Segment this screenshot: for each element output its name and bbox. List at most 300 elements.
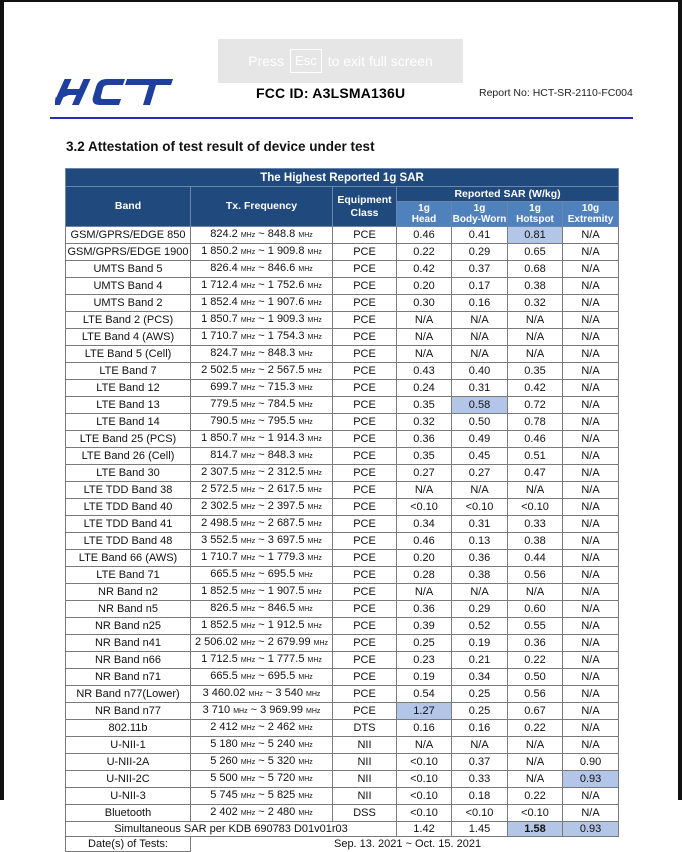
sar-1g-body-worn-cell: <0.10 — [452, 805, 508, 822]
equipment-class-cell: PCE — [333, 346, 397, 363]
sar-1g-head-cell: 0.34 — [397, 516, 452, 533]
sar-1g-hotspot-cell: 0.42 — [508, 380, 563, 397]
table-row — [66, 295, 619, 312]
table-row — [66, 601, 619, 618]
equipment-class-cell: NII — [333, 788, 397, 805]
sar-1g-head-cell: 0.36 — [397, 431, 452, 448]
frequency-low: 826.4 — [210, 262, 238, 274]
equipment-class-cell: PCE — [333, 414, 397, 431]
unit-mhz: MHz — [307, 436, 322, 443]
range-separator: ~ — [255, 806, 268, 818]
frequency-low: 699.7 — [210, 381, 238, 393]
sar-1g-body-worn-cell: 0.29 — [452, 244, 508, 261]
sar-10g-extremity-cell: N/A — [563, 482, 619, 499]
unit-mhz: MHz — [298, 776, 313, 783]
equipment-class-cell: PCE — [333, 312, 397, 329]
range-separator: ~ — [255, 517, 268, 529]
sar-table-body — [66, 227, 619, 822]
frequency-low: 1 712.5 — [201, 653, 238, 665]
frequency-high: 2 617.5 — [267, 483, 305, 495]
unit-mhz: MHz — [240, 759, 256, 766]
sar-1g-head-cell: N/A — [397, 482, 452, 499]
equipment-class-cell: PCE — [333, 448, 397, 465]
frequency-high: 1 912.5 — [267, 619, 305, 631]
frequency-low: 1 850.7 — [201, 432, 238, 444]
sar-1g-head-cell: 1.27 — [397, 703, 452, 720]
band-cell: LTE Band 25 (PCS) — [66, 431, 191, 448]
band-cell: LTE Band 13 — [66, 397, 191, 414]
col-header-equipment-class: Equipment Class — [333, 187, 397, 227]
frequency-low: 2 506.02 — [194, 636, 238, 648]
sar-1g-body-worn-cell: 0.41 — [452, 227, 508, 244]
unit-mhz: MHz — [240, 504, 256, 511]
unit-mhz: MHz — [298, 572, 313, 579]
frequency-cell — [191, 584, 333, 601]
band-cell: LTE Band 2 (PCS) — [66, 312, 191, 329]
band-cell: LTE TDD Band 40 — [66, 499, 191, 516]
frequency-low: 3 552.5 — [201, 534, 238, 546]
fullscreen-exit-banner — [218, 39, 463, 83]
sar-1g-body-worn-cell: 0.33 — [452, 771, 508, 788]
table-row — [66, 329, 619, 346]
sar-1g-body-worn-cell: 0.13 — [452, 533, 508, 550]
table-row — [66, 261, 619, 278]
frequency-cell — [191, 720, 333, 737]
range-separator: ~ — [255, 364, 268, 376]
sar-1g-hotspot-cell: 0.44 — [508, 550, 563, 567]
frequency-cell — [191, 448, 333, 465]
unit-mhz: MHz — [298, 232, 313, 239]
frequency-high: 5 320 — [267, 755, 296, 767]
frequency-high: 1 752.6 — [267, 279, 305, 291]
frequency-high: 1 907.5 — [267, 585, 305, 597]
unit-mhz: MHz — [240, 283, 256, 290]
frequency-cell — [191, 686, 333, 703]
unit-mhz: MHz — [248, 691, 263, 698]
table-row — [66, 431, 619, 448]
frequency-low: 1 852.4 — [201, 296, 238, 308]
frequency-high: 1 909.3 — [267, 313, 305, 325]
col-header-1g-head — [397, 202, 452, 227]
range-separator: ~ — [255, 296, 268, 308]
unit-mhz: MHz — [240, 249, 256, 256]
frequency-low: 826.5 — [210, 602, 238, 614]
sar-10g-extremity-cell: N/A — [563, 635, 619, 652]
sar-1g-body-worn-cell: N/A — [452, 346, 508, 363]
sar-1g-head-cell: 0.25 — [397, 635, 452, 652]
frequency-high: 848.3 — [267, 449, 296, 461]
sar-10g-extremity-cell: N/A — [563, 686, 619, 703]
unit-mhz: MHz — [298, 402, 313, 409]
frequency-cell — [191, 652, 333, 669]
unit-mhz: MHz — [240, 776, 256, 783]
test-dates-value: Sep. 13. 2021 ~ Oct. 15. 2021 — [191, 837, 619, 852]
unit-mhz: MHz — [240, 402, 256, 409]
band-cell: NR Band n66 — [66, 652, 191, 669]
unit-mhz: MHz — [240, 436, 256, 443]
frequency-high: 3 969.99 — [260, 704, 303, 716]
band-cell: LTE Band 7 — [66, 363, 191, 380]
section-title: 3.2 Attestation of test result of device under test — [66, 139, 375, 154]
sar-1g-body-worn-cell: N/A — [452, 737, 508, 754]
sar-1g-head-cell: 0.42 — [397, 261, 452, 278]
unit-mhz: MHz — [240, 572, 256, 579]
band-cell: U-NII-2C — [66, 771, 191, 788]
unit-mhz: MHz — [240, 725, 256, 732]
frequency-cell — [191, 244, 333, 261]
sar-10g-extremity-cell: N/A — [563, 669, 619, 686]
sar-1g-body-worn-cell: <0.10 — [452, 499, 508, 516]
unit-mhz: MHz — [240, 300, 256, 307]
range-separator: ~ — [255, 245, 268, 257]
frequency-high: 848.3 — [267, 347, 296, 359]
band-cell: NR Band n25 — [66, 618, 191, 635]
frequency-cell — [191, 431, 333, 448]
sar-1g-body-worn-cell: N/A — [452, 329, 508, 346]
range-separator: ~ — [255, 483, 268, 495]
sar-1g-head-cell: <0.10 — [397, 754, 452, 771]
frequency-low: 1 852.5 — [201, 619, 238, 631]
table-row — [66, 499, 619, 516]
range-separator: ~ — [255, 534, 268, 546]
frequency-cell — [191, 567, 333, 584]
col-header-band: Band — [66, 187, 191, 227]
range-separator: ~ — [255, 381, 268, 393]
sar-1g-body-worn-cell: 0.18 — [452, 788, 508, 805]
unit-mhz: MHz — [240, 334, 256, 341]
table-row — [66, 737, 619, 754]
sar-1g-head-cell: 0.36 — [397, 601, 452, 618]
table-row — [66, 312, 619, 329]
sar-1g-body-worn-cell: N/A — [452, 584, 508, 601]
frequency-high: 2 687.5 — [267, 517, 305, 529]
unit-mhz: MHz — [298, 453, 313, 460]
sar-1g-head-cell: N/A — [397, 584, 452, 601]
sar-1g-head-cell: 0.35 — [397, 448, 452, 465]
unit-mhz: MHz — [298, 793, 313, 800]
range-separator: ~ — [255, 551, 268, 563]
sar-1g-hotspot-cell: N/A — [508, 346, 563, 363]
sar-10g-extremity-cell: N/A — [563, 805, 619, 822]
sar-1g-body-worn-cell: 0.36 — [452, 550, 508, 567]
frequency-low: 5 180 — [210, 738, 238, 750]
frequency-cell — [191, 363, 333, 380]
frequency-cell — [191, 312, 333, 329]
range-separator: ~ — [255, 738, 268, 750]
sar-1g-head-cell: 0.22 — [397, 244, 452, 261]
table-title: The Highest Reported 1g SAR — [66, 169, 619, 187]
frequency-low: 1 852.5 — [201, 585, 238, 597]
sub-header-line1: 1g — [473, 203, 486, 214]
range-separator: ~ — [255, 228, 268, 240]
sar-10g-extremity-cell: N/A — [563, 363, 619, 380]
sub-header-line1: 1g — [418, 203, 430, 214]
sar-1g-body-worn-cell: 0.17 — [452, 278, 508, 295]
unit-mhz: MHz — [240, 810, 256, 817]
sar-1g-head-cell: <0.10 — [397, 499, 452, 516]
band-cell: NR Band n77(Lower) — [66, 686, 191, 703]
sar-1g-hotspot-cell: 0.22 — [508, 652, 563, 669]
sar-1g-hotspot-cell: 0.46 — [508, 431, 563, 448]
unit-mhz: MHz — [307, 504, 322, 511]
frequency-low: 2 572.5 — [201, 483, 238, 495]
sar-1g-hotspot-cell: 0.65 — [508, 244, 563, 261]
range-separator: ~ — [255, 330, 268, 342]
sar-1g-hotspot-cell: 0.38 — [508, 278, 563, 295]
frequency-low: 779.5 — [210, 398, 238, 410]
unit-mhz: MHz — [240, 487, 256, 494]
band-cell: 802.11b — [66, 720, 191, 737]
sar-1g-hotspot-cell: N/A — [508, 754, 563, 771]
sar-10g-extremity-cell: N/A — [563, 346, 619, 363]
sar-1g-body-worn-cell: 0.49 — [452, 431, 508, 448]
col-header-reported-sar: Reported SAR (W/kg) — [397, 187, 619, 202]
unit-mhz: MHz — [240, 589, 256, 596]
band-cell: NR Band n41 — [66, 635, 191, 652]
equipment-class-cell: PCE — [333, 618, 397, 635]
sar-1g-hotspot-cell: <0.10 — [508, 499, 563, 516]
band-cell: UMTS Band 5 — [66, 261, 191, 278]
band-cell: LTE TDD Band 41 — [66, 516, 191, 533]
unit-mhz: MHz — [307, 589, 322, 596]
frequency-cell — [191, 771, 333, 788]
band-cell: LTE TDD Band 38 — [66, 482, 191, 499]
frequency-cell — [191, 669, 333, 686]
sar-1g-hotspot-cell: 0.22 — [508, 720, 563, 737]
frequency-high: 1 779.3 — [267, 551, 305, 563]
frequency-cell — [191, 618, 333, 635]
sar-10g-extremity-cell: N/A — [563, 295, 619, 312]
sar-10g-extremity-cell: N/A — [563, 533, 619, 550]
band-cell: NR Band n2 — [66, 584, 191, 601]
unit-mhz: MHz — [313, 640, 329, 647]
frequency-cell — [191, 261, 333, 278]
sar-10g-extremity-cell: N/A — [563, 397, 619, 414]
sar-1g-head-cell: 0.30 — [397, 295, 452, 312]
sar-10g-extremity-cell: N/A — [563, 261, 619, 278]
sar-1g-head-cell: <0.10 — [397, 788, 452, 805]
sar-1g-body-worn-cell: 0.37 — [452, 754, 508, 771]
sar-1g-body-worn-cell: 0.31 — [452, 516, 508, 533]
equipment-class-cell: PCE — [333, 686, 397, 703]
equipment-class-cell: PCE — [333, 516, 397, 533]
frequency-low: 2 412 — [210, 721, 238, 733]
simultaneous-body-worn: 1.45 — [452, 822, 508, 837]
frequency-cell — [191, 380, 333, 397]
equipment-class-cell: PCE — [333, 482, 397, 499]
unit-mhz: MHz — [307, 470, 322, 477]
sar-10g-extremity-cell: N/A — [563, 703, 619, 720]
frequency-cell — [191, 414, 333, 431]
sar-1g-hotspot-cell: <0.10 — [508, 805, 563, 822]
band-cell: LTE Band 71 — [66, 567, 191, 584]
table-row — [66, 380, 619, 397]
simultaneous-extremity: 0.93 — [563, 822, 619, 837]
table-row — [66, 227, 619, 244]
frequency-high: 5 825 — [267, 789, 296, 801]
sar-1g-body-worn-cell: 0.19 — [452, 635, 508, 652]
frequency-cell — [191, 703, 333, 720]
table-row — [66, 703, 619, 720]
table-row — [66, 788, 619, 805]
sar-10g-extremity-cell: N/A — [563, 499, 619, 516]
range-separator: ~ — [255, 653, 268, 665]
frequency-low: 3 460.02 — [202, 687, 246, 699]
frequency-low: 5 500 — [210, 772, 238, 784]
equipment-class-cell: PCE — [333, 584, 397, 601]
equipment-class-cell: DTS — [333, 720, 397, 737]
table-row — [66, 363, 619, 380]
sar-1g-hotspot-cell: 0.35 — [508, 363, 563, 380]
range-separator: ~ — [255, 670, 268, 682]
frequency-low: 3 710 — [202, 704, 231, 716]
unit-mhz: MHz — [240, 351, 256, 358]
sar-1g-head-cell: 0.24 — [397, 380, 452, 397]
unit-mhz: MHz — [307, 521, 322, 528]
frequency-cell — [191, 482, 333, 499]
sar-1g-hotspot-cell: N/A — [508, 737, 563, 754]
frequency-high: 1 914.3 — [267, 432, 305, 444]
unit-mhz: MHz — [240, 640, 256, 647]
band-cell: NR Band n5 — [66, 601, 191, 618]
equipment-class-cell: NII — [333, 754, 397, 771]
frequency-cell — [191, 805, 333, 822]
simultaneous-sar-row — [66, 822, 619, 837]
sar-1g-body-worn-cell: N/A — [452, 312, 508, 329]
sar-1g-head-cell: 0.43 — [397, 363, 452, 380]
frequency-high: 5 720 — [267, 772, 296, 784]
frequency-high: 2 567.5 — [267, 364, 305, 376]
table-row — [66, 584, 619, 601]
unit-mhz: MHz — [240, 453, 256, 460]
equipment-class-cell: DSS — [333, 805, 397, 822]
frequency-cell — [191, 465, 333, 482]
frequency-high: 1 909.8 — [267, 245, 305, 257]
band-cell: U-NII-1 — [66, 737, 191, 754]
report-number: Report No: HCT-SR-2110-FC004 — [479, 87, 633, 99]
unit-mhz: MHz — [240, 793, 256, 800]
sar-10g-extremity-cell: N/A — [563, 788, 619, 805]
sar-1g-head-cell: 0.54 — [397, 686, 452, 703]
frequency-low: 1 710.7 — [201, 551, 238, 563]
sar-1g-body-worn-cell: 0.29 — [452, 601, 508, 618]
table-row — [66, 635, 619, 652]
frequency-high: 695.5 — [267, 670, 296, 682]
unit-mhz: MHz — [240, 623, 256, 630]
frequency-high: 2 462 — [267, 721, 296, 733]
frequency-low: 790.5 — [210, 415, 238, 427]
frequency-low: 2 302.5 — [201, 500, 238, 512]
frequency-low: 1 712.4 — [201, 279, 238, 291]
sar-1g-head-cell: 0.23 — [397, 652, 452, 669]
sar-10g-extremity-cell: N/A — [563, 618, 619, 635]
band-cell: LTE Band 4 (AWS) — [66, 329, 191, 346]
frequency-high: 2 480 — [267, 806, 296, 818]
sar-1g-head-cell: 0.16 — [397, 720, 452, 737]
unit-mhz: MHz — [298, 385, 313, 392]
frequency-high: 1 777.5 — [267, 653, 305, 665]
frequency-cell — [191, 754, 333, 771]
unit-mhz: MHz — [307, 249, 322, 256]
frequency-high: 795.5 — [267, 415, 296, 427]
sar-1g-head-cell: 0.28 — [397, 567, 452, 584]
frequency-low: 665.5 — [210, 670, 238, 682]
sar-results-table — [65, 168, 619, 852]
equipment-class-cell: NII — [333, 737, 397, 754]
sar-10g-extremity-cell: N/A — [563, 244, 619, 261]
sar-1g-hotspot-cell: 0.32 — [508, 295, 563, 312]
table-row — [66, 448, 619, 465]
range-separator: ~ — [247, 704, 261, 716]
equipment-class-cell: PCE — [333, 703, 397, 720]
frequency-high: 1 907.6 — [267, 296, 305, 308]
unit-mhz: MHz — [298, 674, 313, 681]
sar-1g-hotspot-cell: N/A — [508, 482, 563, 499]
equipment-class-cell: PCE — [333, 261, 397, 278]
sar-10g-extremity-cell: N/A — [563, 380, 619, 397]
equipment-class-cell: PCE — [333, 465, 397, 482]
unit-mhz: MHz — [240, 317, 256, 324]
sar-1g-body-worn-cell: 0.45 — [452, 448, 508, 465]
frequency-cell — [191, 295, 333, 312]
equipment-class-cell: PCE — [333, 567, 397, 584]
sar-1g-head-cell: <0.10 — [397, 771, 452, 788]
range-separator: ~ — [255, 602, 268, 614]
table-row — [66, 567, 619, 584]
sar-10g-extremity-cell: N/A — [563, 584, 619, 601]
sar-1g-hotspot-cell: 0.55 — [508, 618, 563, 635]
sar-10g-extremity-cell: N/A — [563, 567, 619, 584]
frequency-high: 846.6 — [267, 262, 296, 274]
table-row — [66, 652, 619, 669]
table-row — [66, 669, 619, 686]
equipment-class-cell: NII — [333, 771, 397, 788]
band-cell: UMTS Band 2 — [66, 295, 191, 312]
col-header-10g-extremity — [563, 202, 619, 227]
banner-message-text: to exit full screen — [327, 53, 433, 69]
sar-1g-body-worn-cell: 0.38 — [452, 567, 508, 584]
sar-10g-extremity-cell: N/A — [563, 227, 619, 244]
unit-mhz: MHz — [298, 351, 313, 358]
frequency-high: 1 754.3 — [267, 330, 305, 342]
sar-1g-head-cell: 0.39 — [397, 618, 452, 635]
equipment-class-cell: PCE — [333, 244, 397, 261]
unit-mhz: MHz — [240, 538, 256, 545]
frequency-low: 814.7 — [210, 449, 238, 461]
equipment-class-cell: PCE — [333, 533, 397, 550]
frequency-high: 715.3 — [267, 381, 296, 393]
frequency-cell — [191, 635, 333, 652]
band-cell: LTE Band 5 (Cell) — [66, 346, 191, 363]
band-cell: LTE Band 12 — [66, 380, 191, 397]
test-dates-label: Date(s) of Tests: — [66, 837, 191, 852]
range-separator: ~ — [255, 721, 268, 733]
sar-1g-body-worn-cell: 0.25 — [452, 703, 508, 720]
sar-1g-hotspot-cell: N/A — [508, 771, 563, 788]
simultaneous-sar-label: Simultaneous SAR per KDB 690783 D01v01r03 — [66, 822, 397, 837]
frequency-low: 2 498.5 — [201, 517, 238, 529]
unit-mhz: MHz — [240, 674, 256, 681]
frequency-cell — [191, 227, 333, 244]
equipment-class-cell: PCE — [333, 397, 397, 414]
unit-mhz: MHz — [298, 759, 313, 766]
table-row — [66, 805, 619, 822]
sar-1g-hotspot-cell: 0.78 — [508, 414, 563, 431]
range-separator: ~ — [255, 279, 268, 291]
unit-mhz: MHz — [307, 555, 322, 562]
unit-mhz: MHz — [307, 300, 322, 307]
sar-1g-body-worn-cell: 0.34 — [452, 669, 508, 686]
